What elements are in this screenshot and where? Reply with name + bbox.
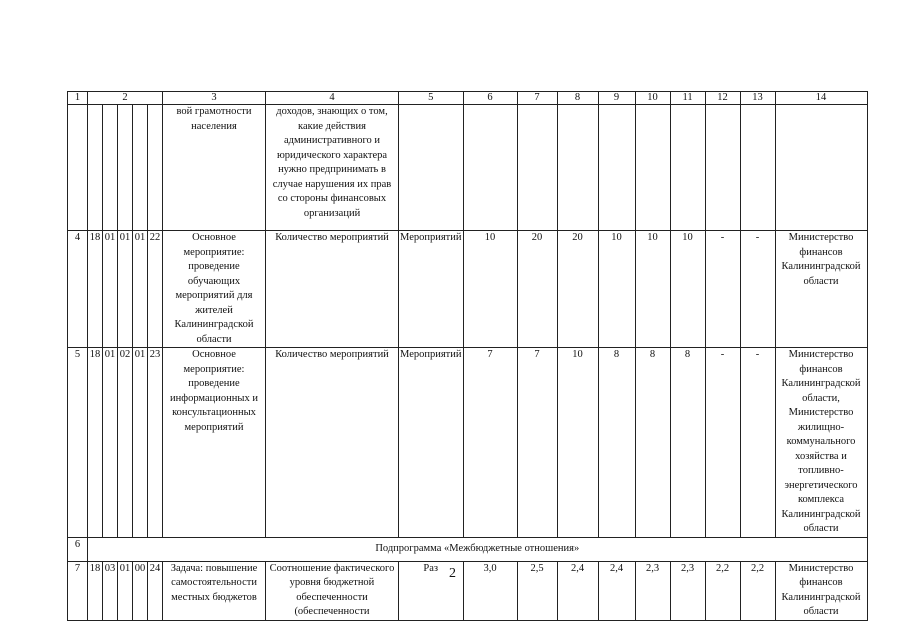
row-number: 6 (68, 537, 88, 561)
value-cell: 2,4 (598, 561, 635, 620)
value-cell: 20 (557, 231, 598, 348)
value-cell: 10 (463, 231, 517, 348)
value-cell: 2,3 (635, 561, 670, 620)
value-cell: 2,2 (705, 561, 740, 620)
task-cell: Задача: повышение самостоятельности местных бюджетов (163, 561, 266, 620)
subprogram-row (68, 537, 868, 561)
code-cell: 03 (103, 561, 118, 620)
header-cell: 12 (705, 92, 740, 105)
header-cell: 2 (88, 92, 163, 105)
header-cell: 7 (517, 92, 557, 105)
header-cell: 14 (775, 92, 867, 105)
value-cell: 10 (598, 231, 635, 348)
code-cell: 01 (103, 231, 118, 348)
code-cell: 24 (148, 561, 163, 620)
indicator-cell: Количество мероприятий (266, 348, 399, 538)
code-cell: 01 (103, 348, 118, 538)
value-cell: 2,4 (557, 561, 598, 620)
row-number: 7 (68, 561, 88, 620)
task-cell: Основное мероприятие: проведение информационных и консультационных мероприятий (163, 348, 266, 538)
value-cell: 7 (517, 348, 557, 538)
unit-cell: Мероприятий (399, 231, 464, 348)
indicator-cell: Количество мероприятий (266, 231, 399, 348)
value-cell: 8 (598, 348, 635, 538)
code-cell: 01 (118, 561, 133, 620)
value-cell: 2,2 (740, 561, 775, 620)
value-cell: - (740, 231, 775, 348)
code-cell: 18 (88, 231, 103, 348)
header-cell: 9 (598, 92, 635, 105)
header-cell: 6 (463, 92, 517, 105)
value-cell: 10 (557, 348, 598, 538)
page-number: 2 (449, 566, 456, 581)
code-cell: 02 (118, 348, 133, 538)
executor-cell: Министерство финансов Калининградской области, Министерство жилищно-коммунального хозяйства и топливно-энергетического комплекса Калининградской области (775, 348, 867, 538)
table-row (68, 348, 868, 538)
row-number: 5 (68, 348, 88, 538)
row-number: 4 (68, 231, 88, 348)
header-cell: 8 (557, 92, 598, 105)
code-cell: 00 (133, 561, 148, 620)
indicators-table (67, 91, 868, 621)
subprogram-title: Подпрограмма «Межбюджетные отношения» (88, 537, 868, 561)
code-cell: 01 (118, 231, 133, 348)
header-cell: 10 (635, 92, 670, 105)
code-cell: 23 (148, 348, 163, 538)
header-cell: 3 (163, 92, 266, 105)
task-cell: Основное мероприятие: проведение обучающих мероприятий для жителей Калининградской области (163, 231, 266, 348)
code-cell: 22 (148, 231, 163, 348)
value-cell: - (705, 348, 740, 538)
value-cell: 10 (635, 231, 670, 348)
value-cell: 3,0 (463, 561, 517, 620)
code-cell: 01 (133, 348, 148, 538)
header-cell: 1 (68, 92, 88, 105)
header-row (68, 92, 868, 105)
header-cell: 4 (266, 92, 399, 105)
value-cell: 20 (517, 231, 557, 348)
value-cell: 8 (670, 348, 705, 538)
executor-cell: Министерство финансов Калининградской области (775, 561, 867, 620)
value-cell: - (740, 348, 775, 538)
indicator-cell: доходов, знающих о том, какие действия административного и юридического характера нужно предпринимать в случае нарушения их прав со стороны финансовых организаций (266, 105, 399, 231)
code-cell: 18 (88, 561, 103, 620)
value-cell: 2,5 (517, 561, 557, 620)
value-cell: 8 (635, 348, 670, 538)
task-cell: вой грамотности населения (163, 105, 266, 231)
header-cell: 13 (740, 92, 775, 105)
table-row (68, 105, 868, 231)
value-cell: 2,3 (670, 561, 705, 620)
unit-cell: Мероприятий (399, 348, 464, 538)
code-cell: 01 (133, 231, 148, 348)
unit-cell: Раз (399, 561, 464, 620)
value-cell: 10 (670, 231, 705, 348)
header-cell: 5 (399, 92, 464, 105)
value-cell: 7 (463, 348, 517, 538)
value-cell: - (705, 231, 740, 348)
indicator-cell: Соотношение фактического уровня бюджетной обеспеченности (обеспеченности (266, 561, 399, 620)
table-row (68, 231, 868, 348)
code-cell: 18 (88, 348, 103, 538)
executor-cell: Министерство финансов Калининградской области (775, 231, 867, 348)
header-cell: 11 (670, 92, 705, 105)
